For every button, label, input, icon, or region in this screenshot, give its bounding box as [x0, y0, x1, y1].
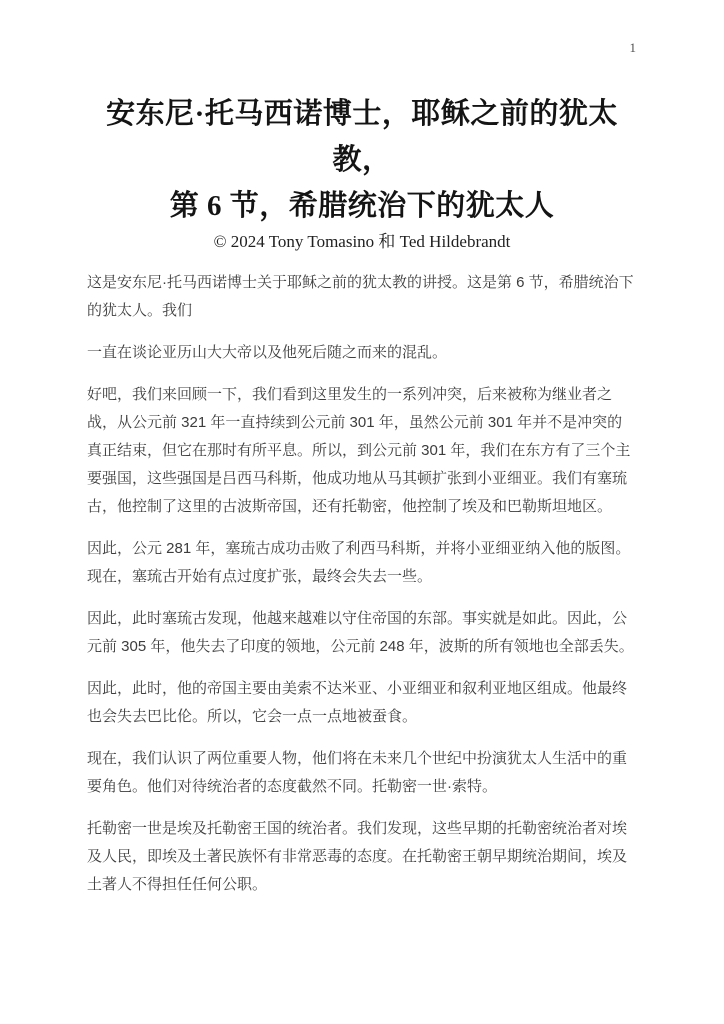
copyright-line: © 2024 Tony Tomasino 和 Ted Hildebrandt	[213, 232, 511, 251]
document-body	[87, 269, 637, 899]
body-paragraph: 这是安东尼·托马西诺博士关于耶稣之前的犹太教的讲授。这是第 6 节，希腊统治下的犹太人。我们	[87, 274, 634, 319]
body-paragraph: 托勒密一世是埃及托勒密王国的统治者。我们发现，这些早期的托勒密统治者对埃及人民，即埃及土著民族怀有非常恶毒的态度。在托勒密王朝早期统治期间，埃及土著人不得担任任何公职。	[87, 820, 628, 893]
document-title	[87, 91, 637, 229]
document-title-line-1: 安东尼·托马西诺博士，耶稣之前的犹太教，	[106, 98, 618, 176]
body-paragraph: 因此，此时塞琉古发现，他越来越难以守住帝国的东部。事实就是如此。因此，公元前 305 年，他失去了印度的领地，公元前 248 年，波斯的所有领地也全部丢失。	[87, 610, 634, 655]
document-title-line-2: 第 6 节，希腊统治下的犹太人	[169, 190, 555, 222]
body-paragraph: 现在，我们认识了两位重要人物，他们将在未来几个世纪中扮演犹太人生活中的重要角色。他们对待统治者的态度截然不同。托勒密一世·索特。	[87, 750, 628, 795]
body-paragraph: 因此，公元 281 年，塞琉古成功击败了利西马科斯，并将小亚细亚纳入他的版图。现在，塞琉古开始有点过度扩张，最终会失去一些。	[87, 540, 631, 585]
body-paragraph: 好吧，我们来回顾一下，我们看到这里发生的一系列冲突，后来被称为继业者之战，从公元前 321 年一直持续到公元前 301 年，虽然公元前 301 年并不是冲突的真正结束，但它在那时有所平息。所以，到公元前 301 年，我们在东方有了三个主要强国，这些强国是吕西马科斯，他成功地从马其顿扩张到小亚细亚。我们有塞琉古，他控制了这里的古波斯帝国，还有托勒密，他控制了埃及和巴勒斯坦地区。	[87, 386, 631, 515]
page-number: 1	[629, 40, 636, 55]
body-paragraph: 一直在谈论亚历山大大帝以及他死后随之而来的混乱。	[87, 344, 448, 361]
body-paragraph: 因此，此时，他的帝国主要由美索不达米亚、小亚细亚和叙利亚地区组成。他最终也会失去巴比伦。所以，它会一点一点地被蚕食。	[87, 680, 628, 725]
